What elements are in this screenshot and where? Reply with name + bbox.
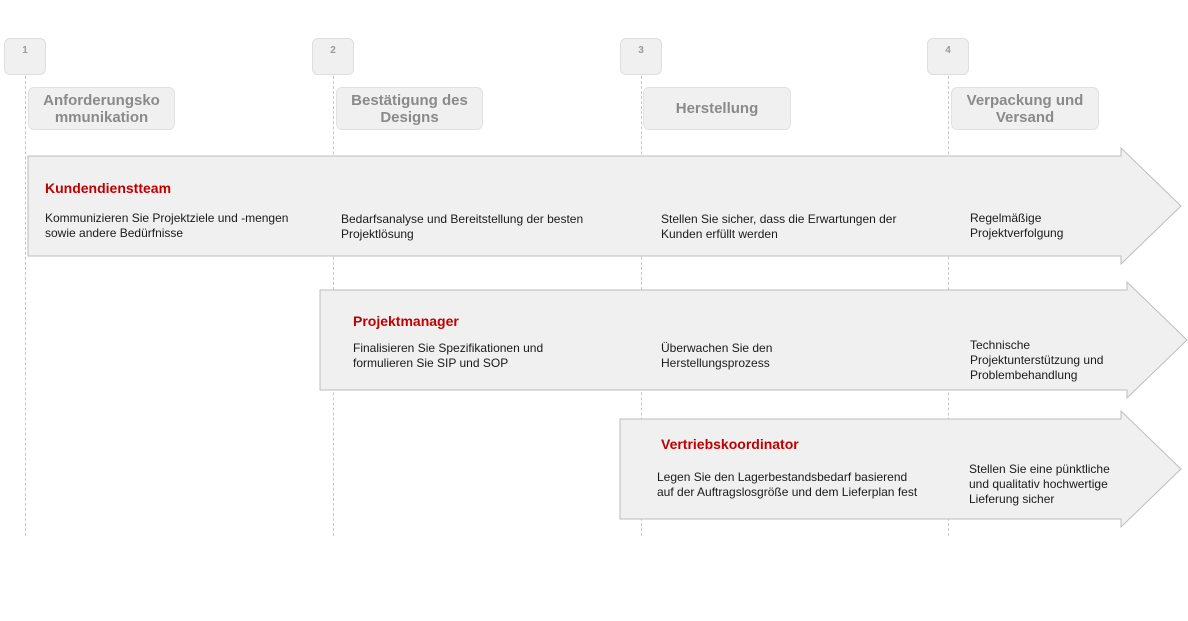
lane-3-task-1: Legen Sie den Lagerbestandsbedarf basierend auf der Auftragslosgröße und dem Lieferplan fest — [657, 470, 918, 499]
lane-1-task-2: Bedarfsanalyse und Bereitstellung der besten Projektlösung — [341, 212, 584, 241]
step-1-number: 1 — [4, 38, 46, 75]
lane-3-role: Vertriebskoordinator — [661, 436, 799, 452]
lane-2-task-3: Technische Projektunterstützung und Problembehandlung — [970, 338, 1104, 382]
step-3-title-text: Herstellung — [675, 100, 759, 117]
lane-1-task-4: Regelmäßige Projektverfolgung — [970, 211, 1064, 240]
step-3-number: 3 — [620, 38, 662, 75]
lane-2-role: Projektmanager — [353, 313, 459, 329]
step-2-title-text: Bestätigung des Designs — [351, 91, 468, 126]
lane-1-task-3: Stellen Sie sicher, dass die Erwartungen der Kunden erfüllt werden — [661, 212, 897, 241]
lane-2-task-2: Überwachen Sie den Herstellungsprozess — [661, 341, 773, 370]
lane-3-task-2: Stellen Sie eine pünktliche und qualitativ hochwertige Lieferung sicher — [969, 462, 1110, 506]
lane-2-task-1: Finalisieren Sie Spezifikationen und formulieren Sie SIP und SOP — [353, 341, 544, 370]
step-2-number: 2 — [312, 38, 354, 75]
lane-1-role: Kundendienstteam — [45, 180, 172, 196]
step-4-title-text: Verpackung und Versand — [966, 91, 1084, 126]
lane-1-arrow — [28, 148, 1181, 264]
lane-1-task-1: Kommunizieren Sie Projektziele und -mengen sowie andere Bedürfnisse — [45, 211, 289, 240]
step-4-number: 4 — [927, 38, 969, 75]
step-1-title-text: Anforderungsko mmunikation — [43, 91, 160, 126]
